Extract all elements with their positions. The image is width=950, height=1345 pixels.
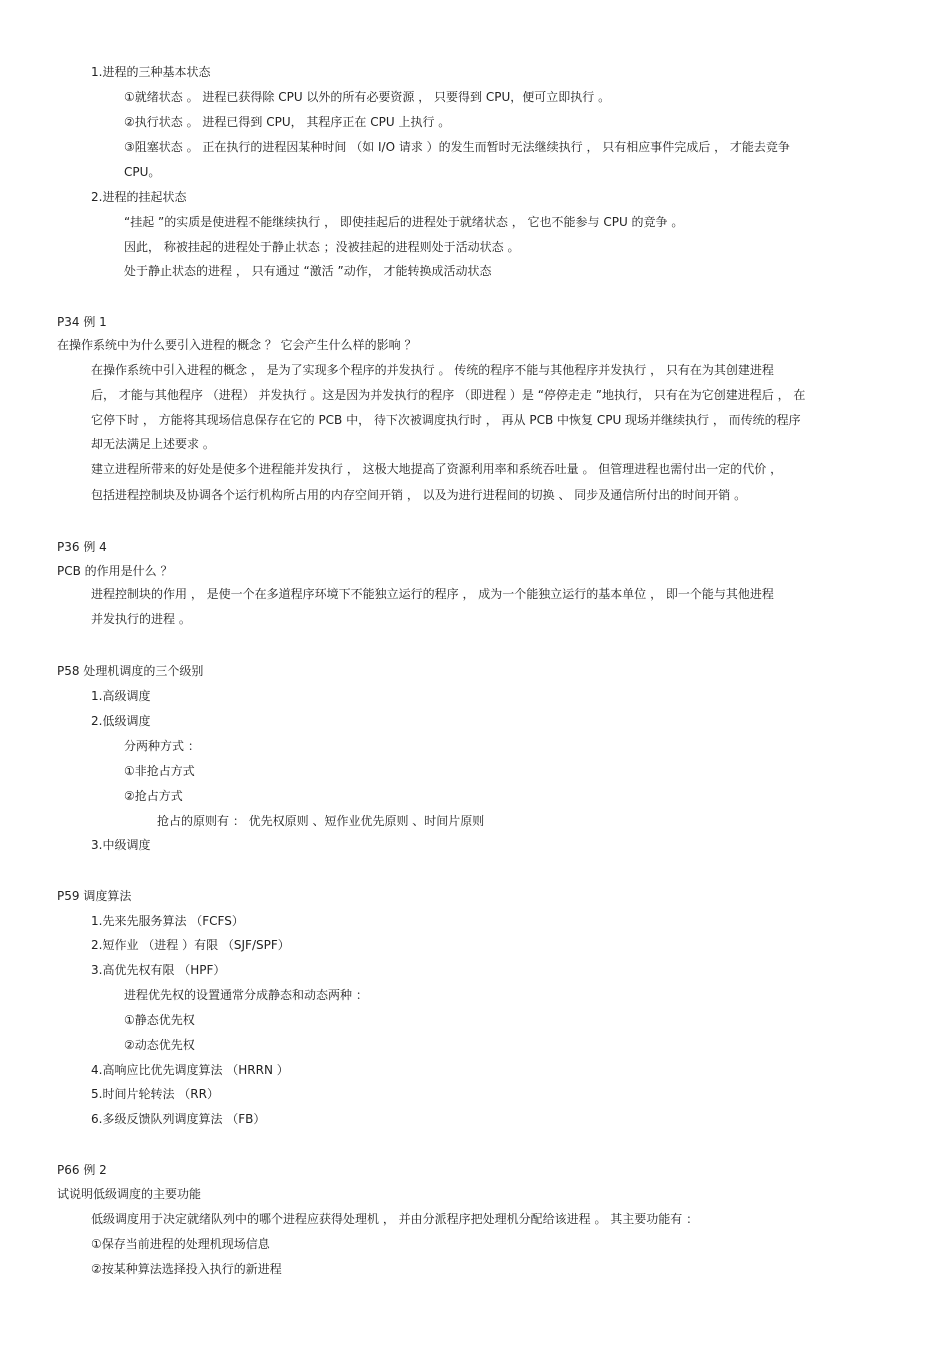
suspend-paragraph-2: 因此， 称被挂起的进程处于静止状态 ；没被挂起的进程则处于活动状态 。: [124, 240, 520, 254]
p34-answer-line-3: 它停下时 ， 方能将其现场信息保存在它的 PCB 中， 待下次被调度执行时 ， 再从 PCB 中恢复 CPU 现场并继续执行 ， 而传统的程序: [91, 413, 801, 427]
p58-ref: P58 处理机调度的三个级别: [57, 664, 204, 678]
p34-question: 在操作系统中为什么要引入进程的概念 ？ 它会产生什么样的影响 ？: [57, 338, 417, 352]
p66-ref: P66 例 2: [57, 1163, 107, 1177]
p34-answer-line-1: 在操作系统中引入进程的概念 ， 是为了实现多个程序的并发执行 。 传统的程序不能与其他程序并发执行 ， 只有在为其创建进程: [91, 363, 774, 377]
low-level-scheduling: 2.低级调度: [91, 714, 151, 728]
preemptive-mode: ②抢占方式: [124, 789, 183, 803]
blocked-state-text-cont: CPU。: [124, 165, 161, 179]
fcfs-algorithm: 1.先来先服务算法 （FCFS）: [91, 914, 244, 928]
non-preemptive-mode: ①非抢占方式: [124, 764, 195, 778]
fb-algorithm: 6.多级反馈队列调度算法 （FB）: [91, 1112, 266, 1126]
p34-answer-line-5: 建立进程所带来的好处是使多个进程能并发执行 ， 这极大地提高了资源利用率和系统吞吐量 。 但管理进程也需付出一定的代价 ，: [91, 462, 783, 476]
p36-answer-line-1: 进程控制块的作用 ， 是使一个在多道程序环境下不能独立运行的程序 ， 成为一个能独立运行的基本单位 ， 即一个能与其他进程: [91, 587, 774, 601]
p66-answer-line-1: 低级调度用于决定就绪队列中的哪个进程应获得处理机 ， 并由分派程序把处理机分配给该进程 。 其主要功能有 ：: [91, 1212, 699, 1226]
p34-answer-line-6: 包括进程控制块及协调各个运行机构所占用的内存空间开销 ， 以及为进行进程间的切换 、 同步及通信所付出的时间开销 。: [91, 488, 747, 502]
sjf-algorithm: 2.短作业 （进程 ）有限 （SJF/SPF）: [91, 938, 290, 952]
high-level-scheduling: 1.高级调度: [91, 689, 151, 703]
hrrn-algorithm: 4.高响应比优先调度算法 （HRRN ）: [91, 1063, 289, 1077]
static-priority: ①静态优先权: [124, 1013, 195, 1027]
p66-function-2: ②按某种算法选择投入执行的新进程: [91, 1262, 282, 1276]
p34-answer-line-4: 却无法满足上述要求 。: [91, 437, 215, 451]
p36-ref: P36 例 4: [57, 540, 107, 554]
suspend-state-heading: 2.进程的挂起状态: [91, 190, 187, 204]
dynamic-priority: ②动态优先权: [124, 1038, 195, 1052]
ready-state-text: ①就绪状态 。 进程已获得除 CPU 以外的所有必要资源 ， 只要得到 CPU，便可立即执行 。: [124, 90, 611, 104]
two-modes-text: 分两种方式 ：: [124, 739, 200, 753]
hpf-algorithm: 3.高优先权有限 （HPF）: [91, 963, 226, 977]
p34-ref: P34 例 1: [57, 315, 107, 329]
p59-ref: P59 调度算法: [57, 889, 132, 903]
running-state-text: ②执行状态 。 进程已得到 CPU， 其程序正在 CPU 上执行 。: [124, 115, 451, 129]
rr-algorithm: 5.时间片轮转法 （RR）: [91, 1087, 219, 1101]
suspend-paragraph-3: 处于静止状态的进程 ， 只有通过 “激活 ”动作， 才能转换成活动状态: [124, 264, 492, 278]
preemption-principles: 抢占的原则有 ： 优先权原则 、短作业优先原则 、时间片原则: [157, 814, 485, 828]
p66-question: 试说明低级调度的主要功能: [57, 1187, 202, 1201]
mid-level-scheduling: 3.中级调度: [91, 838, 151, 852]
p66-function-1: ①保存当前进程的处理机现场信息: [91, 1237, 270, 1251]
process-states-heading: 1.进程的三种基本状态: [91, 65, 211, 79]
suspend-paragraph-1: “挂起 ”的实质是使进程不能继续执行 ， 即使挂起后的进程处于就绪状态 ， 它也不能参与 CPU 的竞争 。: [124, 215, 684, 229]
p36-question: PCB 的作用是什么 ？: [57, 564, 173, 578]
priority-types-text: 进程优先权的设置通常分成静态和动态两种 ：: [124, 988, 368, 1002]
p34-answer-line-2: 后， 才能与其他程序 （进程） 并发执行 。这是因为并发执行的程序 （即进程 ）是 “停停走走 ”地执行， 只有在为它创建进程后 ， 在: [91, 388, 806, 402]
p36-answer-line-2: 并发执行的进程 。: [91, 612, 191, 626]
blocked-state-text: ③阻塞状态 。 正在执行的进程因某种时间 （如 I/O 请求 ）的发生而暂时无法继续执行 ， 只有相应事件完成后 ， 才能去竞争: [124, 140, 790, 154]
